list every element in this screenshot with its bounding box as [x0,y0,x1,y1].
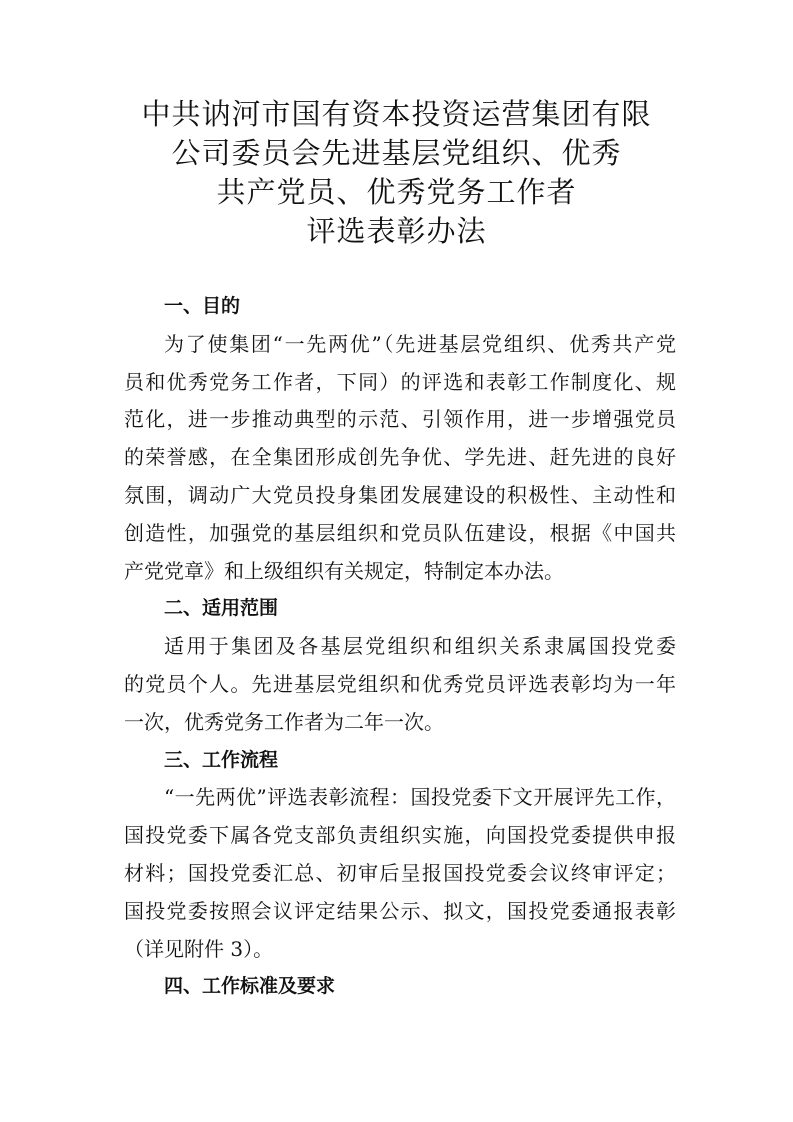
paragraph-line: 员和优秀党务工作者，下同）的评选和表彰工作制度化、规 [124,369,676,394]
section-heading-standards: 四、工作标准及要求 [164,975,336,998]
section-heading-workflow: 三、工作流程 [164,748,279,771]
section-paragraph-purpose [124,326,676,591]
title-line: 共产党员、优秀党务工作者 [216,175,577,209]
title-line: 评选表彰办法 [306,214,487,248]
paragraph-line: 范化，进一步推动典型的示范、引领作用，进一步增强党员 [124,407,676,432]
section-paragraph-scope [124,628,676,741]
document-title [0,95,793,251]
paragraph-line: 创造性，加强党的基层组织和党员队伍建设，根据《中国共 [124,520,676,545]
paragraph-line: 国投党委按照会议评定结果公示、拟文，国投党委通报表彰 [124,898,676,923]
paragraph-line: 的党员个人。先进基层党组织和优秀党员评选表彰均为一年 [124,671,676,696]
paragraph-line: 一次，优秀党务工作者为二年一次。 [124,709,444,734]
title-line: 中共讷河市国有资本投资运营集团有限 [141,97,652,131]
paragraph-line: 国投党委下属各党支部负责组织实施，向国投党委提供申报 [124,823,676,848]
paragraph-line: 氛围，调动广大党员投身集团发展建设的积极性、主动性和 [124,482,676,507]
paragraph-line: 为了使集团“一先两优”（先进基层党组织、优秀共产党 [164,331,676,356]
paragraph-line: 产党党章》和上级组织有关规定，特制定本办法。 [124,558,564,583]
section-heading-scope: 二、适用范围 [164,597,279,620]
paragraph-line: 材料；国投党委汇总、初审后呈报国投党委会议终审评定； [124,860,676,885]
paragraph-line: “一先两优”评选表彰流程：国投党委下文开展评先工作， [164,785,676,810]
title-line: 公司委员会先进基层党组织、优秀 [171,136,622,170]
section-heading-purpose: 一、目的 [164,295,241,317]
paragraph-line: 适用于集团及各基层党组织和组织关系隶属国投党委 [164,634,676,659]
document-body [124,288,676,1006]
paragraph-line: 的荣誉感，在全集团形成创先争优、学先进、赶先进的良好 [124,445,676,470]
section-paragraph-workflow [124,779,676,968]
paragraph-line: （详见附件 3）。 [124,936,274,961]
